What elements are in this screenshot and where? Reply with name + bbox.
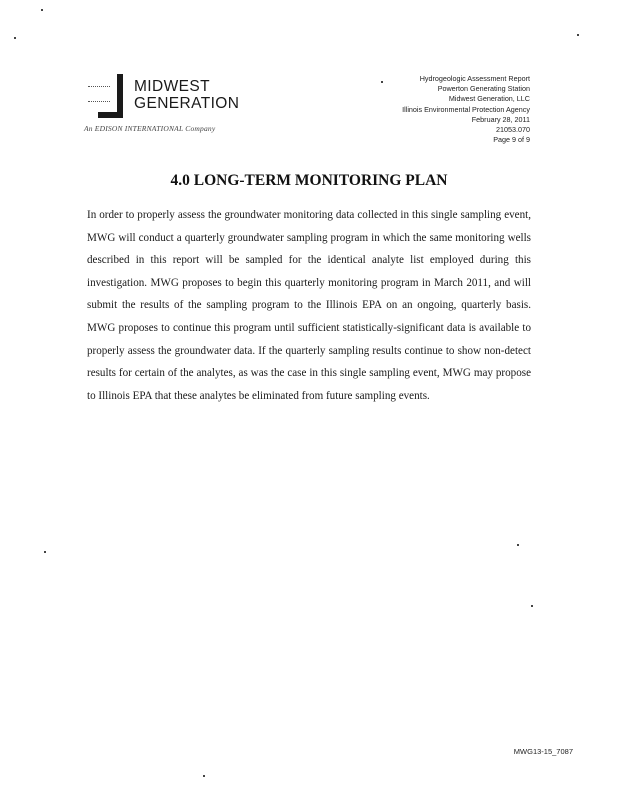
page-number: Page 9 of 9 [493, 135, 530, 145]
scan-speck [381, 81, 383, 83]
scan-speck [577, 34, 579, 36]
report-title: Hydrogeologic Assessment Report [419, 74, 530, 83]
body-paragraph: In order to properly assess the groundwater monitoring data collected in this single sampling event, MWG will conduct a quarterly groundwater sampling program in which the same monitoring wells described in this report will be sampled for the identical analyte list employed during this investigation. MWG proposes to begin this quarterly monitoring program in March 2011, and will submit the results of the sampling program to the Illinois EPA on an ongoing, quarterly basis. MWG proposes to continue this program until sufficient statistically-significant data is available to properly assess the groundwater data. If the quarterly sampling results continue to show non-detect results for certain of the analytes, as was the case in this single sampling event, MWG may propose to Illinois EPA that these analytes be eliminated from future sampling events. [87, 209, 531, 402]
section-title: 4.0 LONG-TERM MONITORING PLAN [170, 172, 448, 189]
report-date: February 28, 2011 [471, 114, 530, 124]
project-number: 21053.070 [496, 125, 530, 135]
station-name: Powerton Generating Station [437, 84, 530, 94]
logo-base-bar [98, 112, 123, 118]
scan-speck [41, 9, 43, 11]
scan-speck [517, 544, 519, 546]
scan-speck [14, 37, 16, 39]
scan-speck [44, 551, 46, 553]
company-name: Midwest Generation, LLC [448, 94, 530, 104]
logo-wordmark [134, 78, 239, 112]
logo-name-line2: GENERATION [134, 95, 240, 112]
logo-dotted-lines [88, 86, 110, 102]
agency-name: Illinois Environmental Protection Agency [402, 104, 530, 114]
bates-number: MWG13-15_7087 [513, 747, 573, 756]
document-header-info [402, 74, 530, 145]
logo-tagline: An EDISON INTERNATIONAL Company [84, 124, 216, 133]
logo-name-line1: MIDWEST [134, 78, 210, 95]
scan-speck [531, 605, 533, 607]
scan-speck [203, 775, 205, 777]
